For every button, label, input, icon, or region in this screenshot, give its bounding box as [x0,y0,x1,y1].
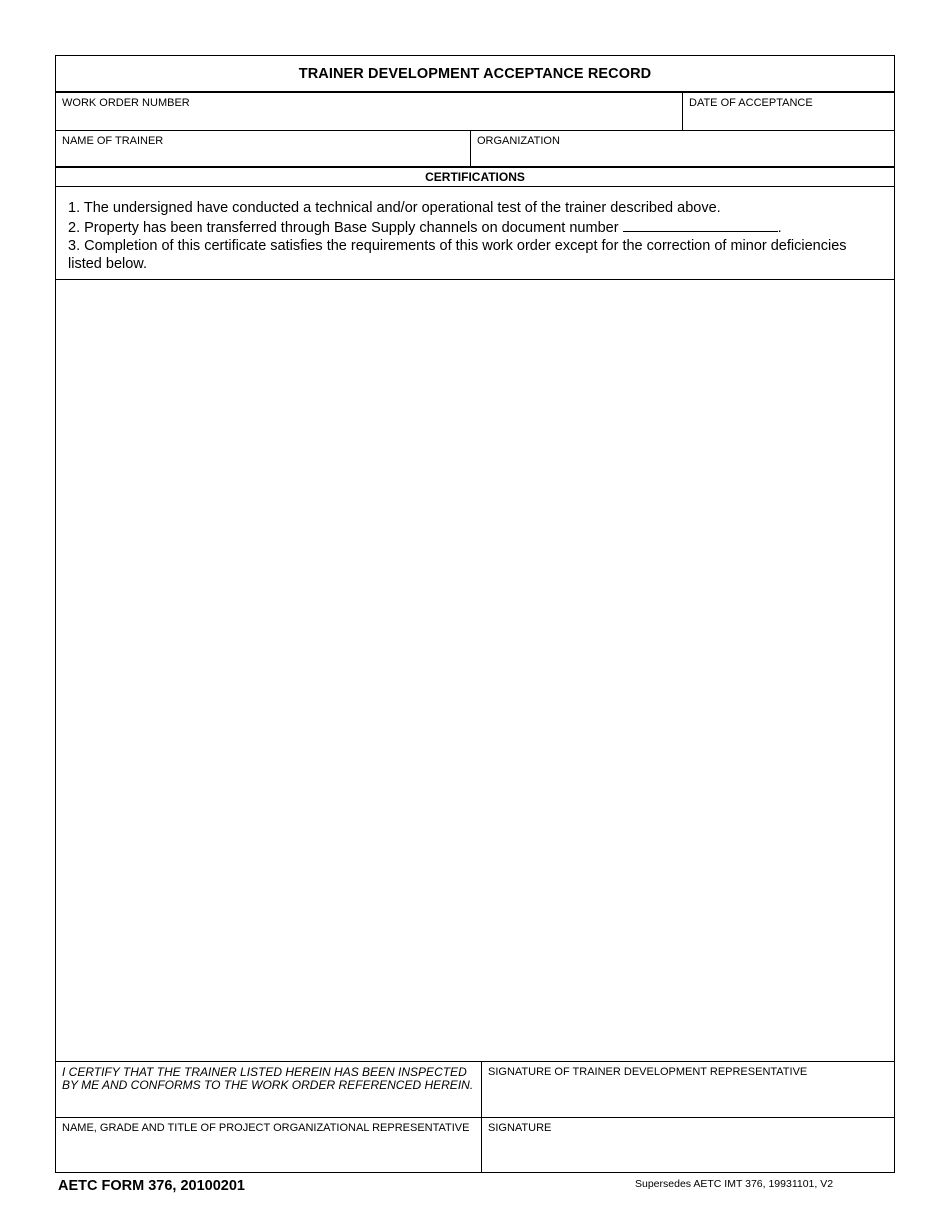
organization-label: ORGANIZATION [477,135,560,147]
certification-item-3: 3. Completion of this certificate satisfies the requirements of this work order except for the correction of minor deficiencies listed below. [68,238,847,272]
form-identifier: AETC FORM 376, 20100201 [58,1178,245,1194]
supersedes-note: Supersedes AETC IMT 376, 19931101, V2 [635,1178,834,1190]
work-order-row [56,93,894,131]
form-title-row [56,56,894,93]
certification-item-1: 1. The undersigned have conducted a technical and/or operational test of the trainer described above. [68,200,721,216]
project-rep-name-label: NAME, GRADE AND TITLE OF PROJECT ORGANIZATIONAL REPRESENTATIVE [62,1122,470,1134]
trainer-dev-signature-label: SIGNATURE OF TRAINER DEVELOPMENT REPRESENTATIVE [488,1066,808,1078]
certify-statement: I CERTIFY THAT THE TRAINER LISTED HEREIN HAS BEEN INSPECTED BY ME AND CONFORMS TO THE WORK ORDER REFERENCED HEREIN. [62,1065,474,1092]
certify-row [56,1062,894,1118]
certification-item-2-text: 2. Property has been transferred through Base Supply channels on document number [68,220,619,236]
project-rep-name-field[interactable] [56,1118,481,1172]
certifications-header: CERTIFICATIONS [56,168,894,187]
certify-statement-cell [56,1062,481,1117]
project-rep-row [56,1118,894,1172]
trainer-dev-signature-field[interactable] [481,1062,894,1117]
work-order-number-label: WORK ORDER NUMBER [62,97,190,109]
trainer-name-field[interactable] [56,131,470,166]
certification-item-2-end: . [777,220,782,236]
deficiencies-area[interactable] [56,280,894,1062]
trainer-name-label: NAME OF TRAINER [62,135,164,147]
organization-field[interactable] [470,131,894,166]
date-of-acceptance-label: DATE OF ACCEPTANCE [689,97,813,109]
form-title: TRAINER DEVELOPMENT ACCEPTANCE RECORD [298,65,652,82]
date-of-acceptance-field[interactable] [682,93,894,130]
signature-label: SIGNATURE [488,1122,552,1134]
document-number-blank[interactable] [623,217,778,232]
certification-item-2 [68,217,882,237]
acceptance-record-form [55,55,895,1173]
work-order-number-field[interactable] [56,93,682,130]
certifications-text [56,187,894,280]
trainer-name-row [56,131,894,168]
signature-field[interactable] [481,1118,894,1172]
